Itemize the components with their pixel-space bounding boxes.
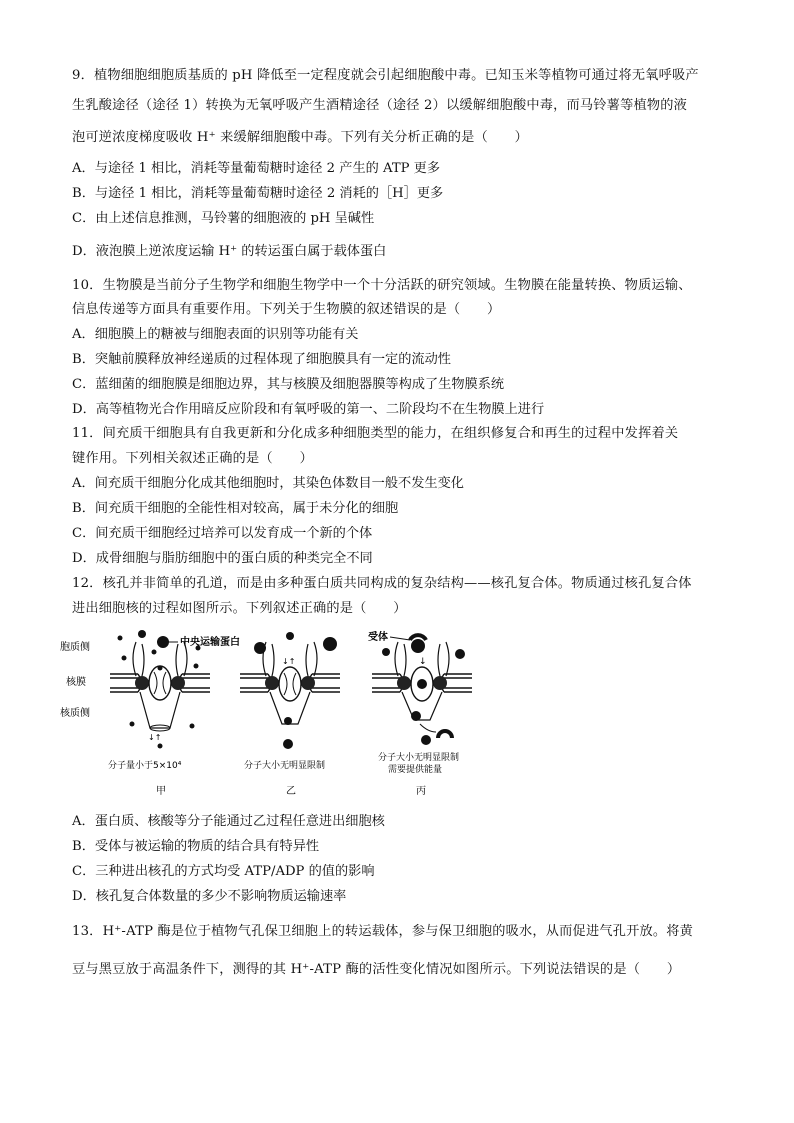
q12-option-b: B．受体与被运输的物质的结合具有特异性 — [72, 839, 320, 854]
q10-stem-line1: 10．生物膜是当前分子生物学和细胞生物学中一个十分活跃的研究领域。生物膜在能量转换、物质运输、 — [72, 278, 692, 293]
caption-panel-a: 分子量小于5×10⁴ — [108, 761, 182, 771]
q13-stem-line1: 13．H⁺-ATP 酶是位于植物气孔保卫细胞上的转运载体，参与保卫细胞的吸水，从而促进气孔开放。将黄 — [72, 924, 694, 939]
q11-option-d: D．成骨细胞与脂肪细胞中的蛋白质的种类完全不同 — [72, 551, 373, 566]
nuclear-pore-figure — [60, 628, 500, 800]
q11-option-b: B．间充质干细胞的全能性相对较高，属于未分化的细胞 — [72, 501, 399, 516]
q12-option-a: A．蛋白质、核酸等分子能通过乙过程任意进出细胞核 — [72, 814, 385, 829]
label-receptor: 受体 — [368, 632, 388, 643]
q9-option-d: D．液泡膜上逆浓度运输 H⁺ 的转运蛋白属于载体蛋白 — [72, 244, 387, 259]
q11-option-c: C．间充质干细胞经过培养可以发育成一个新的个体 — [72, 526, 373, 541]
q12-option-c: C．三种进出核孔的方式均受 ATP/ADP 的值的影响 — [72, 864, 375, 879]
svg-text:↓↑: ↓↑ — [148, 733, 162, 742]
q10-option-b: B．突触前膜释放神经递质的过程体现了细胞膜具有一定的流动性 — [72, 352, 451, 367]
q9-stem-line1: 9．植物细胞细胞质基质的 pH 降低至一定程度就会引起细胞酸中毒。已知玉米等植物可通过将无氧呼吸产 — [72, 68, 699, 83]
svg-text:↓↑: ↓↑ — [282, 657, 296, 666]
q10-option-c: C．蓝细菌的细胞膜是细胞边界，其与核膜及细胞器膜等构成了生物膜系统 — [72, 377, 505, 392]
q9-stem-line2: 生乳酸途径（途径 1）转换为无氧呼吸产生酒精途径（途径 2）以缓解细胞酸中毒，而马铃薯等植物的液 — [72, 98, 688, 113]
q12-stem-line2: 进出细胞核的过程如图所示。下列叙述正确的是（ ） — [72, 601, 407, 616]
caption-panel-c-line1: 分子大小无明显限制 — [378, 753, 460, 763]
caption-panel-c-line2: 需要提供能量 — [388, 765, 443, 775]
svg-text:↓: ↓ — [419, 657, 427, 667]
q9-option-b: B．与途径 1 相比，消耗等量葡萄糖时途径 2 消耗的［H］更多 — [72, 186, 444, 201]
q9-option-c: C．由上述信息推测，马铃薯的细胞液的 pH 呈碱性 — [72, 211, 375, 226]
q10-option-d: D．高等植物光合作用暗反应阶段和有氧呼吸的第一、二阶段均不在生物膜上进行 — [72, 402, 545, 417]
q9-stem-line3: 泡可逆浓度梯度吸收 H⁺ 来缓解细胞酸中毒。下列有关分析正确的是（ ） — [72, 130, 529, 145]
panel-b-diagram — [240, 632, 340, 749]
q12-option-d: D．核孔复合体数量的多少不影响物质运输速率 — [72, 889, 347, 904]
name-panel-b: 乙 — [286, 786, 296, 797]
name-panel-c: 丙 — [416, 786, 426, 797]
label-central-transporter: 中央运输蛋白 — [180, 637, 240, 648]
q9-option-a: A．与途径 1 相比，消耗等量葡萄糖时途径 2 产生的 ATP 更多 — [72, 161, 441, 176]
q12-stem-line1: 12．核孔并非简单的孔道，而是由多种蛋白质共同构成的复杂结构——核孔复合体。物质通过核孔复合体 — [72, 576, 692, 591]
q11-stem-line1: 11．间充质干细胞具有自我更新和分化成多种细胞类型的能力，在组织修复合和再生的过程中发挥着关 — [72, 426, 679, 441]
name-panel-a: 甲 — [156, 786, 166, 797]
q10-option-a: A．细胞膜上的糖被与细胞表面的识别等功能有关 — [72, 327, 359, 342]
caption-panel-b: 分子大小无明显限制 — [244, 761, 326, 771]
q11-option-a: A．间充质干细胞分化成其他细胞时，其染色体数目一般不发生变化 — [72, 476, 464, 491]
panel-c-diagram — [372, 635, 472, 745]
label-nucleoplasm-side: 核质侧 — [60, 708, 90, 719]
q10-stem-line2: 信息传递等方面具有重要作用。下列关于生物膜的叙述错误的是（ ） — [72, 302, 501, 317]
label-cytoplasm-side: 胞质侧 — [60, 642, 90, 653]
q13-stem-line2: 豆与黑豆放于高温条件下，测得的其 H⁺-ATP 酶的活性变化情况如图所示。下列说法错误的是（ ） — [72, 962, 681, 977]
label-nuclear-membrane: 核膜 — [66, 677, 86, 688]
q11-stem-line2: 键作用。下列相关叙述正确的是（ ） — [72, 451, 313, 466]
